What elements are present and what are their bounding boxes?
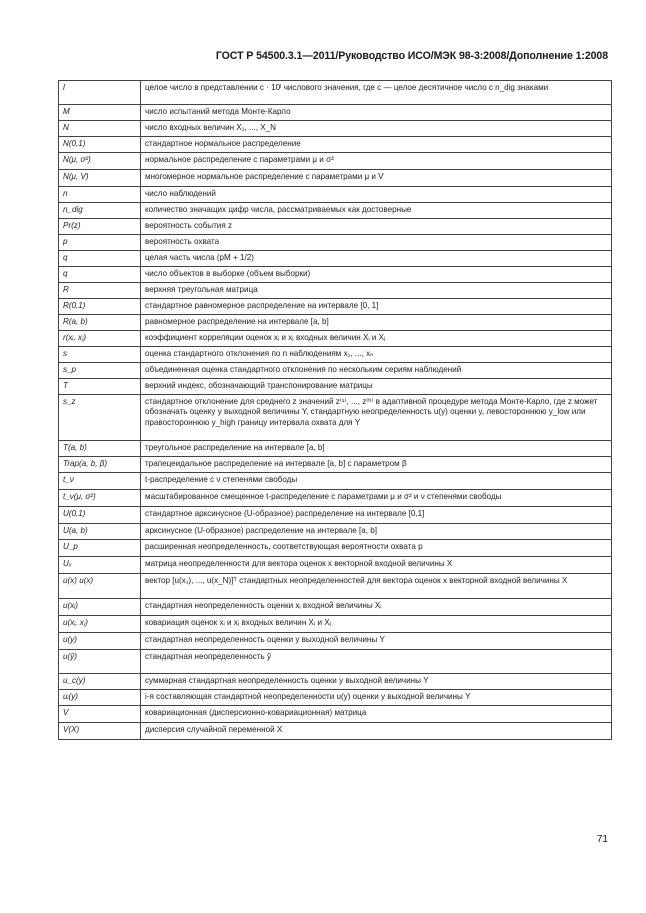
symbol-cell: T(a, b) bbox=[59, 441, 141, 457]
description-cell: оценка стандартного отклонения по n наблюдениям x₁, ..., xₙ bbox=[141, 347, 612, 363]
description-cell: объединенная оценка стандартного отклонения по нескольким сериям наблюдений bbox=[141, 363, 612, 379]
description-cell: вероятность охвата bbox=[141, 235, 612, 251]
table-row bbox=[59, 690, 612, 706]
table-row bbox=[59, 650, 612, 674]
table-row bbox=[59, 251, 612, 267]
table-row bbox=[59, 105, 612, 121]
table-row bbox=[59, 395, 612, 441]
symbol-cell: u(xᵢ) bbox=[59, 599, 141, 616]
symbol-cell: N(0,1) bbox=[59, 137, 141, 153]
table-row bbox=[59, 706, 612, 723]
table-row bbox=[59, 299, 612, 315]
symbol-cell: t_ν bbox=[59, 473, 141, 490]
symbol-cell: u(x) u(x) bbox=[59, 574, 141, 599]
description-cell: арксинусное (U-образное) распределение на интервале [a, b] bbox=[141, 524, 612, 540]
description-cell: стандартное отклонение для среднего z значений z⁽¹⁾, ..., z⁽ʰ⁾ в адаптивной процедуре метода Монте-Карло, где z может обозначать оценку y выходной величины Y, стандартную неопределенность u(y) оценки y, левостороннюю y_low или правостороннюю y_high границу интервала охвата для Y bbox=[141, 395, 612, 441]
table-row bbox=[59, 457, 612, 473]
table-row bbox=[59, 347, 612, 363]
description-cell: верхний индекс, обозначающий транспонирование матрицы bbox=[141, 379, 612, 395]
description-cell: i-я составляющая стандартной неопределенности u(y) оценки y выходной величины Y bbox=[141, 690, 612, 706]
symbol-cell: U_p bbox=[59, 540, 141, 557]
symbol-cell: s bbox=[59, 347, 141, 363]
table-row bbox=[59, 379, 612, 395]
description-cell: нормальное распределение с параметрами μ и σ² bbox=[141, 153, 612, 170]
table-row bbox=[59, 616, 612, 633]
description-cell: треугольное распределение на интервале [a, b] bbox=[141, 441, 612, 457]
table-row bbox=[59, 121, 612, 137]
table-row bbox=[59, 235, 612, 251]
description-cell: число входных величин X₁, ..., X_N bbox=[141, 121, 612, 137]
description-cell: вероятность события z bbox=[141, 219, 612, 235]
table-row bbox=[59, 473, 612, 490]
symbol-cell: M bbox=[59, 105, 141, 121]
description-cell: матрица неопределенности для вектора оценок x векторной входной величины X bbox=[141, 557, 612, 574]
symbol-cell: q bbox=[59, 251, 141, 267]
table-row bbox=[59, 674, 612, 690]
description-cell: стандартная неопределенность ỹ bbox=[141, 650, 612, 674]
description-cell: ковариация оценок xᵢ и xⱼ входных величин Xᵢ и Xⱼ bbox=[141, 616, 612, 633]
symbol-cell: N bbox=[59, 121, 141, 137]
description-cell: ковариационная (дисперсионно-ковариационная) матрица bbox=[141, 706, 612, 723]
table-row bbox=[59, 540, 612, 557]
symbols-table bbox=[58, 80, 612, 740]
table-row bbox=[59, 490, 612, 507]
description-cell: коэффициент корреляции оценок xᵢ и xⱼ входных величин Xᵢ и Xⱼ bbox=[141, 331, 612, 347]
symbol-cell: t_ν(μ, σ²) bbox=[59, 490, 141, 507]
description-cell: стандартная неопределенность оценки y выходной величины Y bbox=[141, 633, 612, 650]
table-row bbox=[59, 170, 612, 187]
table-row bbox=[59, 203, 612, 219]
symbols-table-body bbox=[59, 81, 612, 740]
symbol-cell: p bbox=[59, 235, 141, 251]
symbol-cell: R(0,1) bbox=[59, 299, 141, 315]
symbol-cell: V bbox=[59, 706, 141, 723]
symbol-cell: U(a, b) bbox=[59, 524, 141, 540]
description-cell: суммарная стандартная неопределенность оценки y выходной величины Y bbox=[141, 674, 612, 690]
page-number: 71 bbox=[596, 834, 608, 845]
table-row bbox=[59, 331, 612, 347]
table-row bbox=[59, 363, 612, 379]
description-cell: многомерное нормальное распределение с параметрами μ и V bbox=[141, 170, 612, 187]
table-row bbox=[59, 137, 612, 153]
table-row bbox=[59, 633, 612, 650]
symbol-cell: R bbox=[59, 283, 141, 299]
description-cell: дисперсия случайной переменной X bbox=[141, 723, 612, 740]
symbol-cell: n bbox=[59, 187, 141, 203]
description-cell: целое число в представлении c · 10ˡ числового значения, где c — целое десятичное число с n_dig знаками bbox=[141, 81, 612, 105]
table-row bbox=[59, 557, 612, 574]
description-cell: число наблюдений bbox=[141, 187, 612, 203]
description-cell: число испытаний метода Монте-Карло bbox=[141, 105, 612, 121]
symbol-cell: l bbox=[59, 81, 141, 105]
symbol-cell: Trap(a, b, β) bbox=[59, 457, 141, 473]
symbol-cell: q bbox=[59, 267, 141, 283]
symbol-cell: u_c(y) bbox=[59, 674, 141, 690]
symbol-cell: R(a, b) bbox=[59, 315, 141, 331]
symbol-cell: n_dig bbox=[59, 203, 141, 219]
description-cell: целая часть числа (pM + 1/2) bbox=[141, 251, 612, 267]
symbol-cell: N(μ, V) bbox=[59, 170, 141, 187]
table-row bbox=[59, 524, 612, 540]
symbol-cell: N(μ, σ²) bbox=[59, 153, 141, 170]
description-cell: стандартное нормальное распределение bbox=[141, 137, 612, 153]
document-header: ГОСТ Р 54500.3.1—2011/Руководство ИСО/МЭК 98-3:2008/Дополнение 1:2008 bbox=[215, 50, 608, 62]
description-cell: количество значащих цифр числа, рассматриваемых как достоверные bbox=[141, 203, 612, 219]
symbol-cell: s_p bbox=[59, 363, 141, 379]
description-cell: расширенная неопределенность, соответствующая вероятности охвата p bbox=[141, 540, 612, 557]
description-cell: стандартная неопределенность оценки xᵢ входной величины Xᵢ bbox=[141, 599, 612, 616]
description-cell: стандартное арксинусное (U-образное) распределение на интервале [0,1] bbox=[141, 507, 612, 524]
description-cell: стандартное равномерное распределение на интервале [0, 1] bbox=[141, 299, 612, 315]
symbol-cell: Uₓ bbox=[59, 557, 141, 574]
table-row bbox=[59, 187, 612, 203]
table-row bbox=[59, 599, 612, 616]
table-row bbox=[59, 219, 612, 235]
description-cell: верхняя треугольная матрица bbox=[141, 283, 612, 299]
symbol-cell: V(X) bbox=[59, 723, 141, 740]
symbol-cell: u(xᵢ, xⱼ) bbox=[59, 616, 141, 633]
table-row bbox=[59, 267, 612, 283]
table-row bbox=[59, 153, 612, 170]
table-row bbox=[59, 723, 612, 740]
table-row bbox=[59, 507, 612, 524]
table-row bbox=[59, 81, 612, 105]
table-row bbox=[59, 574, 612, 599]
symbol-cell: s_z bbox=[59, 395, 141, 441]
description-cell: t-распределение с ν степенями свободы bbox=[141, 473, 612, 490]
symbol-cell: U(0,1) bbox=[59, 507, 141, 524]
description-cell: вектор [u(x₁), ..., u(x_N)]ᵀ стандартных неопределенностей для вектора оценок x векторной входной величины X bbox=[141, 574, 612, 599]
symbol-cell: Pr(z) bbox=[59, 219, 141, 235]
table-row bbox=[59, 315, 612, 331]
symbol-cell: uᵢ(y) bbox=[59, 690, 141, 706]
symbol-cell: u(y) bbox=[59, 633, 141, 650]
symbol-cell: T bbox=[59, 379, 141, 395]
symbol-cell: u(ỹ) bbox=[59, 650, 141, 674]
table-row bbox=[59, 283, 612, 299]
description-cell: равномерное распределение на интервале [a, b] bbox=[141, 315, 612, 331]
description-cell: трапецеидальное распределение на интервале [a, b] с параметром β bbox=[141, 457, 612, 473]
table-row bbox=[59, 441, 612, 457]
symbol-cell: r(xᵢ, xⱼ) bbox=[59, 331, 141, 347]
description-cell: число объектов в выборке (объем выборки) bbox=[141, 267, 612, 283]
description-cell: масштабированное смещенное t-распределение с параметрами μ и σ² и ν степенями свободы bbox=[141, 490, 612, 507]
